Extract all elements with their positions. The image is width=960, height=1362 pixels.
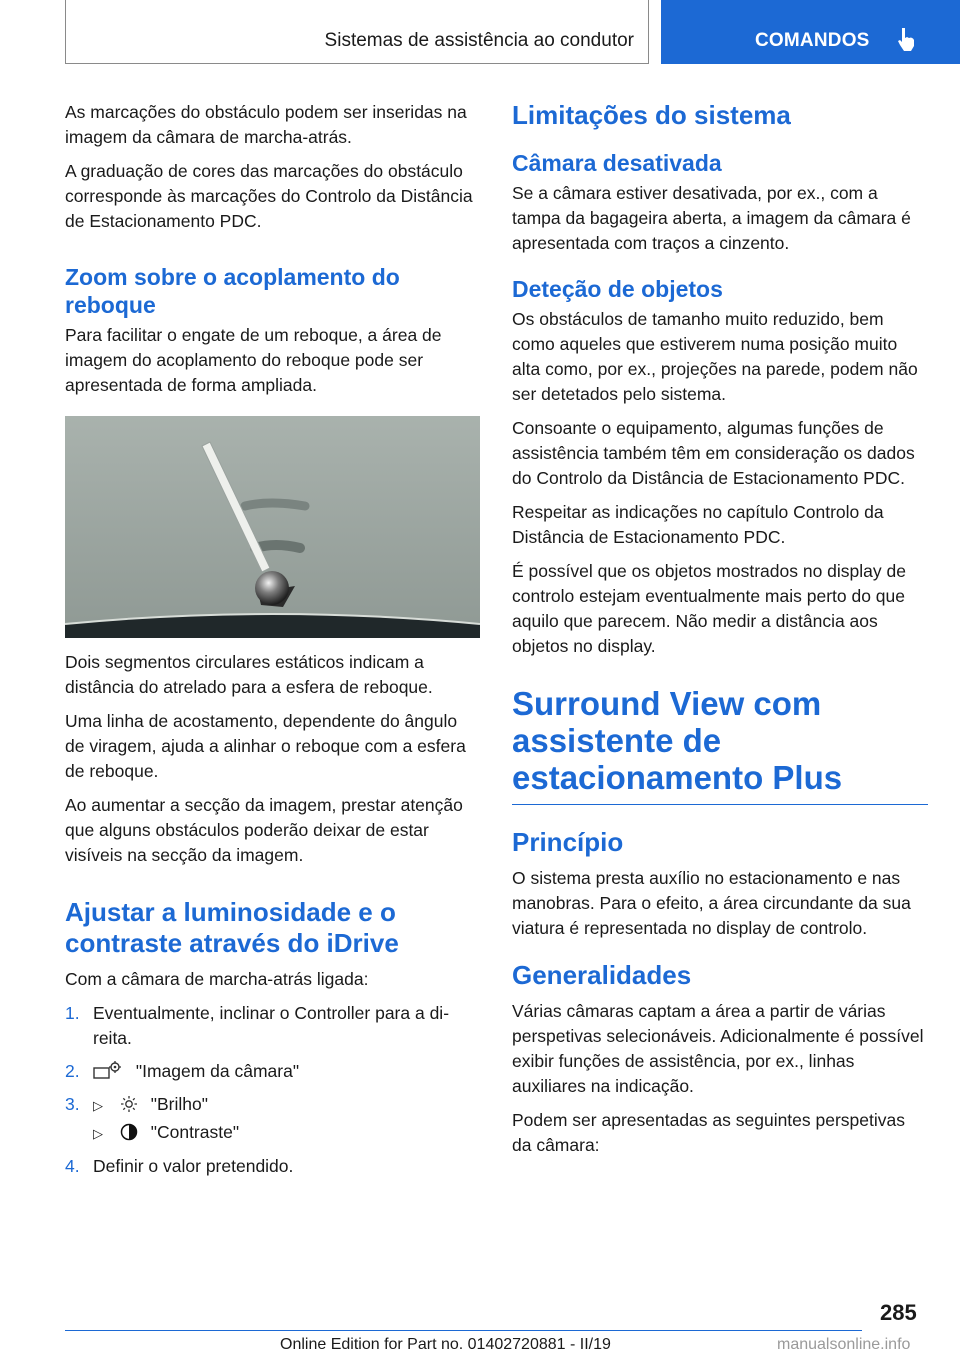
chapter-tab-label: COMANDOS xyxy=(755,30,870,51)
paragraph: Para facilitar o engate de um reboque, a área de imagem do acoplamento do reboque pode ser apresentada de forma ampliada. xyxy=(65,325,442,395)
paragraph: Consoante o equipamento, algumas funções de assistência também têm em consideração os dados do Controlo da Distância de Estacionamento PDC. xyxy=(512,418,915,488)
paragraph: Se a câmara estiver desativada, por ex., com a tampa da bagageira aberta, a imagem da câmara é apresentada com traços a cinzento. xyxy=(512,183,911,253)
paragraph: Várias câmaras captam a área a partir de várias perspetivas selecionáveis. Adicionalmente é possível exibir funções de assistência, por ex., linhas auxiliares na indicação. xyxy=(512,1001,924,1096)
paragraph: Podem ser apresentadas as seguintes perspetivas da câmara: xyxy=(512,1110,906,1155)
heading-rule xyxy=(512,804,928,805)
paragraph: Com a câmara de marcha-atrás ligada: xyxy=(65,969,369,989)
footer-edition-text: Online Edition for Part no. 01402720881 - II/19 xyxy=(280,1336,611,1353)
heading-brightness-contrast: Ajustar a luminosidade e o contraste através do iDrive xyxy=(65,897,399,958)
heading-general: Generalidades xyxy=(512,960,692,990)
sub-step-text: "Contraste" xyxy=(150,1122,240,1142)
page-number: 285 xyxy=(880,1300,917,1325)
list-item xyxy=(65,1059,480,1084)
pointing-hand-icon xyxy=(897,26,917,52)
step-number: 2. xyxy=(65,1061,80,1081)
list-item xyxy=(65,1001,480,1051)
paragraph: O sistema presta auxílio no estacionamento e nas manobras. Para o efeito, a área circundante da sua viatura é representada no display de controlo. xyxy=(512,868,911,938)
brightness-icon xyxy=(120,1095,138,1113)
sub-step-brightness xyxy=(93,1092,480,1118)
camera-settings-icon xyxy=(93,1060,123,1080)
header-chapter-tab xyxy=(661,0,960,64)
paragraph: As marcações do obstáculo podem ser inseridas na imagem da câmara de marcha-atrás. xyxy=(65,102,467,147)
heading-surround-view: Surround View com assistente de estacionamento Plus xyxy=(512,685,843,796)
sub-step-text: "Brilho" xyxy=(150,1094,208,1114)
paragraph: Respeitar as indicações no capítulo Controlo da Distância de Estacionamento PDC. xyxy=(512,502,884,547)
step-number: 4. xyxy=(65,1156,80,1176)
paragraph: Os obstáculos de tamanho muito reduzido, bem como aqueles que estiverem numa posição muito alta como, por ex., projeções na parede, podem não ser detetados pelo sistema. xyxy=(512,309,918,404)
footer-rule xyxy=(65,1330,862,1331)
paragraph: Dois segmentos circulares estáticos indicam a distância do atrelado para a esfera de reboque. xyxy=(65,652,433,697)
watermark-logo: manualsonline.info xyxy=(777,1336,911,1353)
steps-list xyxy=(65,1001,480,1179)
triangle-bullet-icon: ▷ xyxy=(93,1126,103,1141)
paragraph: A graduação de cores das marcações do obstáculo corresponde às marcações do Controlo da Distância de Estacionamento PDC. xyxy=(65,161,473,231)
contrast-icon xyxy=(120,1123,138,1141)
paragraph: Ao aumentar a secção da imagem, prestar atenção que alguns obstáculos poderão deixar de estar visíveis na secção da imagem. xyxy=(65,795,463,865)
list-item xyxy=(65,1154,480,1179)
header-section-box xyxy=(65,0,649,64)
step-text: Eventualmente, inclinar o Controller para a direita. xyxy=(93,1003,450,1048)
step-number: 1. xyxy=(65,1003,80,1023)
triangle-bullet-icon: ▷ xyxy=(93,1098,103,1113)
header-section-title: Sistemas de assistência ao condutor xyxy=(324,30,634,51)
left-column xyxy=(65,100,480,1187)
heading-zoom: Zoom sobre o acoplamento do reboque xyxy=(65,264,400,318)
list-item xyxy=(65,1092,480,1146)
trailer-coupling-camera-image xyxy=(65,416,480,638)
heading-principle: Princípio xyxy=(512,827,624,857)
paragraph: É possível que os objetos mostrados no display de controlo estejam eventualmente mais perto do que aquilo que parecem. Não medir a distância aos objetos no display. xyxy=(512,561,906,656)
right-column xyxy=(512,100,928,1167)
heading-camera-off: Câmara desativada xyxy=(512,150,722,176)
sub-step-contrast xyxy=(93,1120,480,1146)
paragraph: Uma linha de acostamento, dependente do ângulo de viragem, ajuda a alinhar o reboque com a esfera de reboque. xyxy=(65,711,466,781)
step-text: "Imagem da câmara" xyxy=(135,1061,300,1081)
heading-object-detection: Deteção de objetos xyxy=(512,276,723,302)
step-text: Definir o valor pretendido. xyxy=(93,1156,294,1176)
heading-system-limits: Limitações do sistema xyxy=(512,100,791,130)
step-number: 3. xyxy=(65,1094,80,1114)
